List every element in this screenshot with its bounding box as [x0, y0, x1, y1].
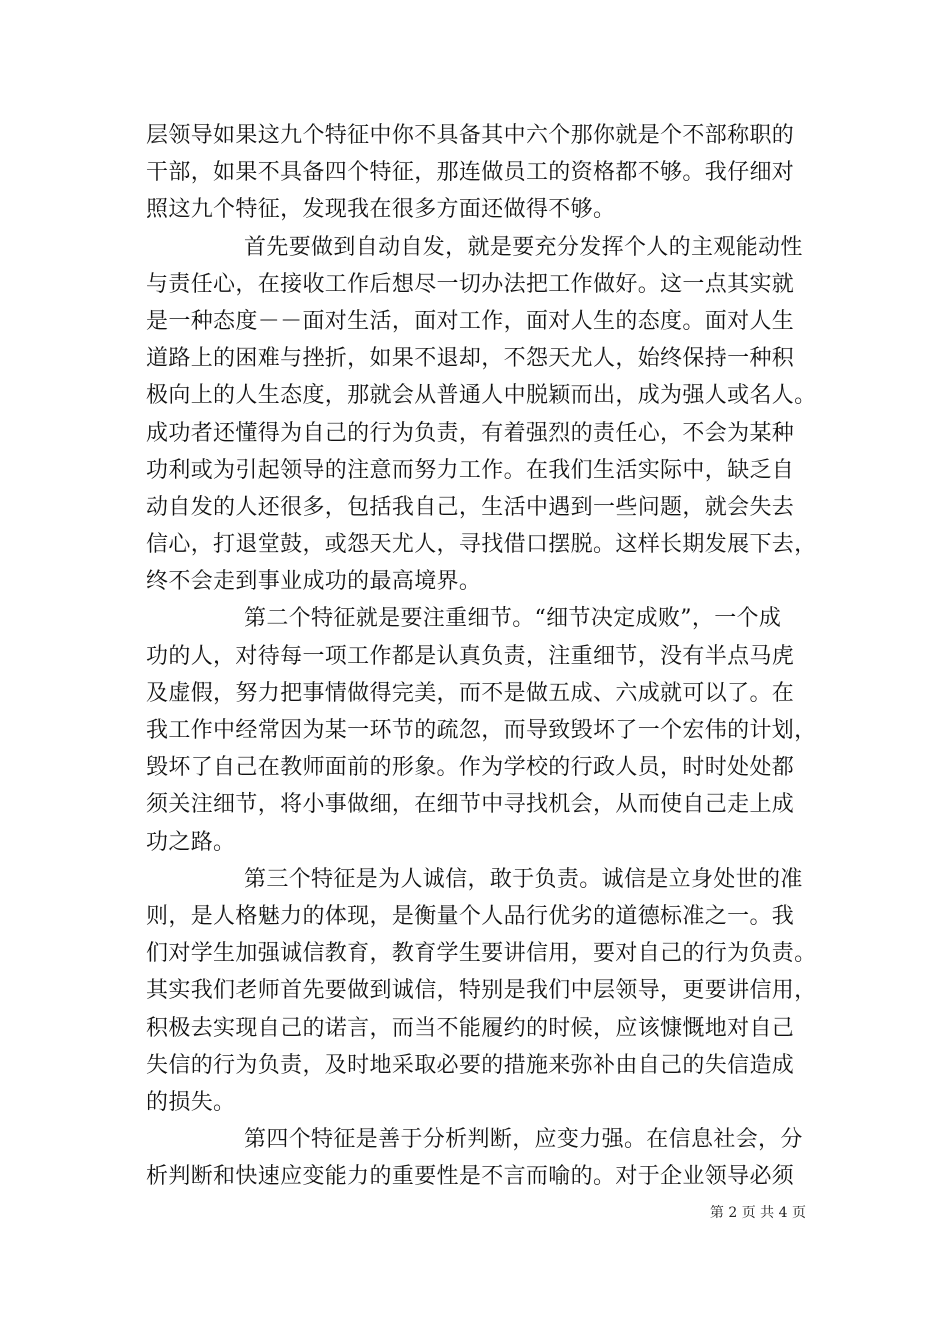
text-line: 成功者还懂得为自己的行为负责，有着强烈的责任心，不会为某种 — [146, 420, 795, 446]
text-line: 道路上的困难与挫折，如果不退却，不怨天尤人，始终保持一种积 — [146, 346, 795, 372]
text-line: 其实我们老师首先要做到诚信，特别是我们中层领导，更要讲信用， — [146, 978, 817, 1004]
paragraph-first-line: 第三个特征是为人诚信，敢于负责。诚信是立身处世的准 — [244, 866, 803, 892]
paragraph-first-line: 第四个特征是善于分析判断，应变力强。在信息社会，分 — [244, 1127, 803, 1153]
text-line: 终不会走到事业成功的最高境界。 — [146, 569, 482, 595]
text-line: 动自发的人还很多，包括我自己，生活中遇到一些问题，就会失去 — [146, 494, 795, 520]
text-line: 功的人，对待每一项工作都是认真负责，注重细节，没有半点马虎 — [146, 643, 795, 669]
text-line: 层领导如果这九个特征中你不具备其中六个那你就是个不部称职的 — [146, 123, 795, 148]
text-line: 们对学生加强诚信教育，教育学生要讲信用，要对自己的行为负责。 — [146, 941, 817, 967]
text-line: 须关注细节，将小事做细，在细节中寻找机会，从而使自己走上成 — [146, 792, 795, 818]
text-line: 积极去实现自己的诺言，而当不能履约的时候，应该慷慨地对自己 — [146, 1015, 795, 1041]
text-line: 毁坏了自己在教师面前的形象。作为学校的行政人员，时时处处都 — [146, 755, 795, 781]
text-line: 失信的行为负责，及时地采取必要的措施来弥补由自己的失信造成 — [146, 1052, 795, 1078]
body-text — [146, 117, 826, 1195]
text-line: 功之路。 — [146, 829, 236, 855]
page-number: 第 2 页 共 4 页 — [709, 1205, 806, 1221]
text-line: 我工作中经常因为某一环节的疏忽，而导致毁坏了一个宏伟的计划， — [146, 718, 817, 743]
text-line: 是一种态度－－面对生活，面对工作，面对人生的态度。面对人生 — [146, 308, 795, 334]
paragraph-first-line: 首先要做到自动自发，就是要充分发挥个人的主观能动性 — [244, 234, 803, 260]
text-line: 干部，如果不具备四个特征，那连做员工的资格都不够。我仔细对 — [146, 160, 795, 186]
text-line: 信心，打退堂鼓，或怨天尤人，寻找借口摆脱。这样长期发展下去， — [146, 532, 817, 558]
text-line: 功利或为引起领导的注意而努力工作。在我们生活实际中，缺乏自 — [146, 457, 795, 483]
text-line: 与责任心，在接收工作后想尽一切办法把工作做好。这一点其实就 — [146, 271, 795, 297]
text-line: 极向上的人生态度，那就会从普通人中脱颖而出，成为强人或名人。 — [146, 383, 817, 409]
text-line: 及虚假，努力把事情做得完美，而不是做五成、六成就可以了。在 — [146, 680, 795, 706]
paragraph-first-line: 第二个特征就是要注重细节。“细节决定成败”，一个成 — [244, 606, 782, 632]
text-line: 的损失。 — [146, 1089, 236, 1115]
text-line: 则，是人格魅力的体现，是衡量个人品行优劣的道德标准之一。我 — [146, 903, 795, 929]
text-line: 照这九个特征，发现我在很多方面还做得不够。 — [146, 197, 616, 223]
text-line: 析判断和快速应变能力的重要性是不言而喻的。对于企业领导必须 — [146, 1164, 795, 1190]
